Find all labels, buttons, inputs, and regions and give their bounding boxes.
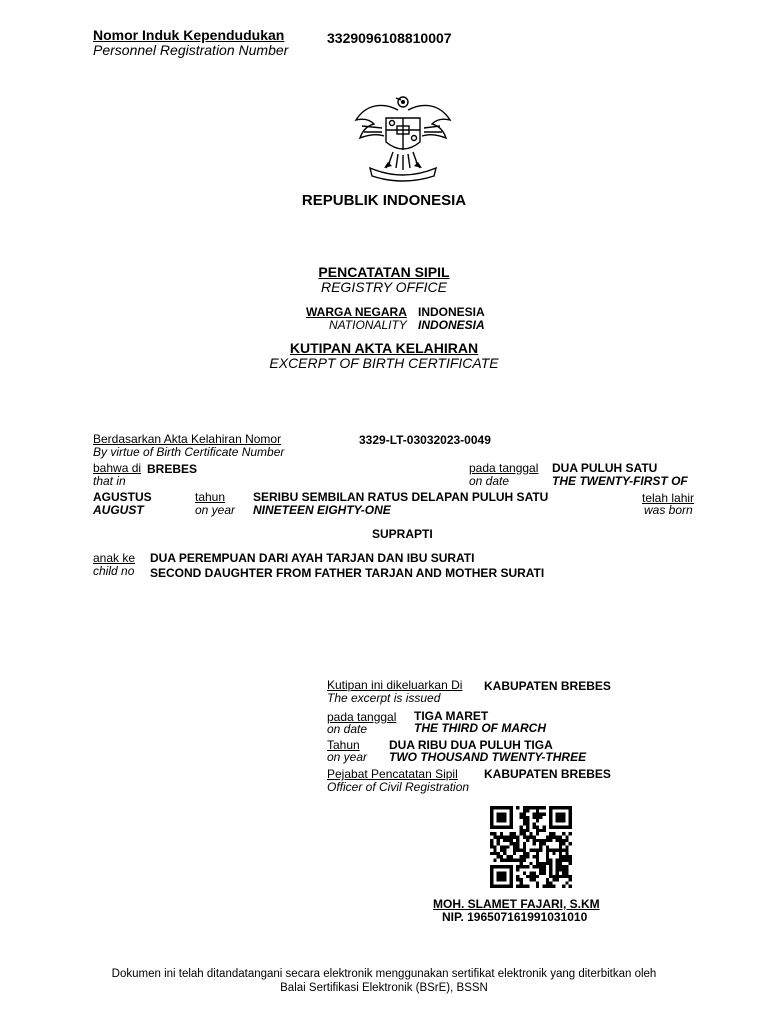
birth-date-label-en: on date	[469, 474, 510, 488]
issue-year-value-en: TWO THOUSAND TWENTY-THREE	[389, 750, 587, 764]
nationality-value-en: INDONESIA	[418, 318, 485, 332]
cert-number-label: Berdasarkan Akta Kelahiran Nomor	[93, 432, 282, 446]
birth-month: AGUSTUS	[93, 490, 152, 504]
signer-nip: NIP. 196507161991031010	[442, 910, 588, 924]
document-title: KUTIPAN AKTA KELAHIRAN	[289, 340, 479, 356]
garuda-emblem-icon	[348, 92, 458, 182]
nationality-label-en: NATIONALITY	[329, 318, 407, 332]
person-name: SUPRAPTI	[372, 527, 433, 541]
footer-line-2: Balai Sertifikasi Elektronik (BSrE), BSSN	[280, 982, 488, 994]
signer-name: MOH. SLAMET FAJARI, S.KM	[433, 897, 600, 911]
child-order-label-en: child no	[93, 564, 135, 578]
qr-code	[490, 806, 572, 888]
issued-at-value: KABUPATEN BREBES	[484, 679, 611, 693]
issue-year-label: Tahun	[327, 738, 360, 752]
issue-date-value-en: THE THIRD OF MARCH	[414, 721, 546, 735]
issue-date-label-en: on date	[327, 722, 368, 736]
issue-year-label-en: on year	[327, 750, 368, 764]
birth-month-en: AUGUST	[93, 503, 144, 517]
officer-label-en: Officer of Civil Registration	[327, 780, 470, 794]
child-order-value: DUA PEREMPUAN DARI AYAH TARJAN DAN IBU SURATI	[150, 551, 475, 565]
born-label-en: was born	[644, 503, 693, 517]
child-order-label: anak ke	[93, 551, 136, 565]
child-order-value-en: SECOND DAUGHTER FROM FATHER TARJAN AND MOTHER SURATI	[150, 566, 545, 580]
document-title-en: EXCERPT OF BIRTH CERTIFICATE	[269, 355, 499, 371]
footer-line-1: Dokumen ini telah ditandatangani secara elektronik menggunakan sertifikat elektronik yang diterbitkan oleh	[111, 968, 657, 980]
issued-at-label: Kutipan ini dikeluarkan Di	[327, 678, 463, 692]
nik-value: 3329096108810007	[327, 30, 452, 46]
place-value: BREBES	[147, 462, 198, 476]
nationality-value: INDONESIA	[418, 305, 485, 319]
nationality-label: WARGA NEGARA	[306, 305, 407, 319]
office-title: PENCATATAN SIPIL	[318, 264, 450, 280]
birth-date-value: DUA PULUH SATU	[552, 461, 658, 475]
birth-date-value-en: THE TWENTY-FIRST OF	[552, 474, 688, 488]
country-title: REPUBLIK INDONESIA	[301, 192, 467, 209]
birth-year-label: tahun	[195, 490, 226, 504]
birth-year-value: SERIBU SEMBILAN RATUS DELAPAN PULUH SATU	[253, 490, 549, 504]
birth-year-value-en: NINETEEN EIGHTY-ONE	[253, 503, 391, 517]
birth-year-label-en: on year	[195, 503, 236, 517]
birth-date-label: pada tanggal	[469, 461, 539, 475]
officer-label: Pejabat Pencatatan Sipil	[327, 767, 458, 781]
issue-year-value: DUA RIBU DUA PULUH TIGA	[389, 738, 553, 752]
office-title-en: REGISTRY OFFICE	[320, 279, 447, 295]
issue-date-label: pada tanggal	[327, 710, 397, 724]
issue-date-value: TIGA MARET	[414, 709, 489, 723]
nik-label-en: Personnel Registration Number	[93, 42, 289, 58]
issued-at-label-en: The excerpt is issued	[327, 691, 441, 705]
officer-value: KABUPATEN BREBES	[484, 767, 611, 781]
place-label-en: that in	[93, 474, 126, 488]
nik-label: Nomor Induk Kependudukan	[93, 27, 285, 43]
place-label: bahwa di	[93, 461, 142, 475]
born-label: telah lahir	[642, 491, 695, 505]
cert-number-label-en: By virtue of Birth Certificate Number	[93, 445, 285, 459]
cert-number-value: 3329-LT-03032023-0049	[359, 433, 491, 447]
